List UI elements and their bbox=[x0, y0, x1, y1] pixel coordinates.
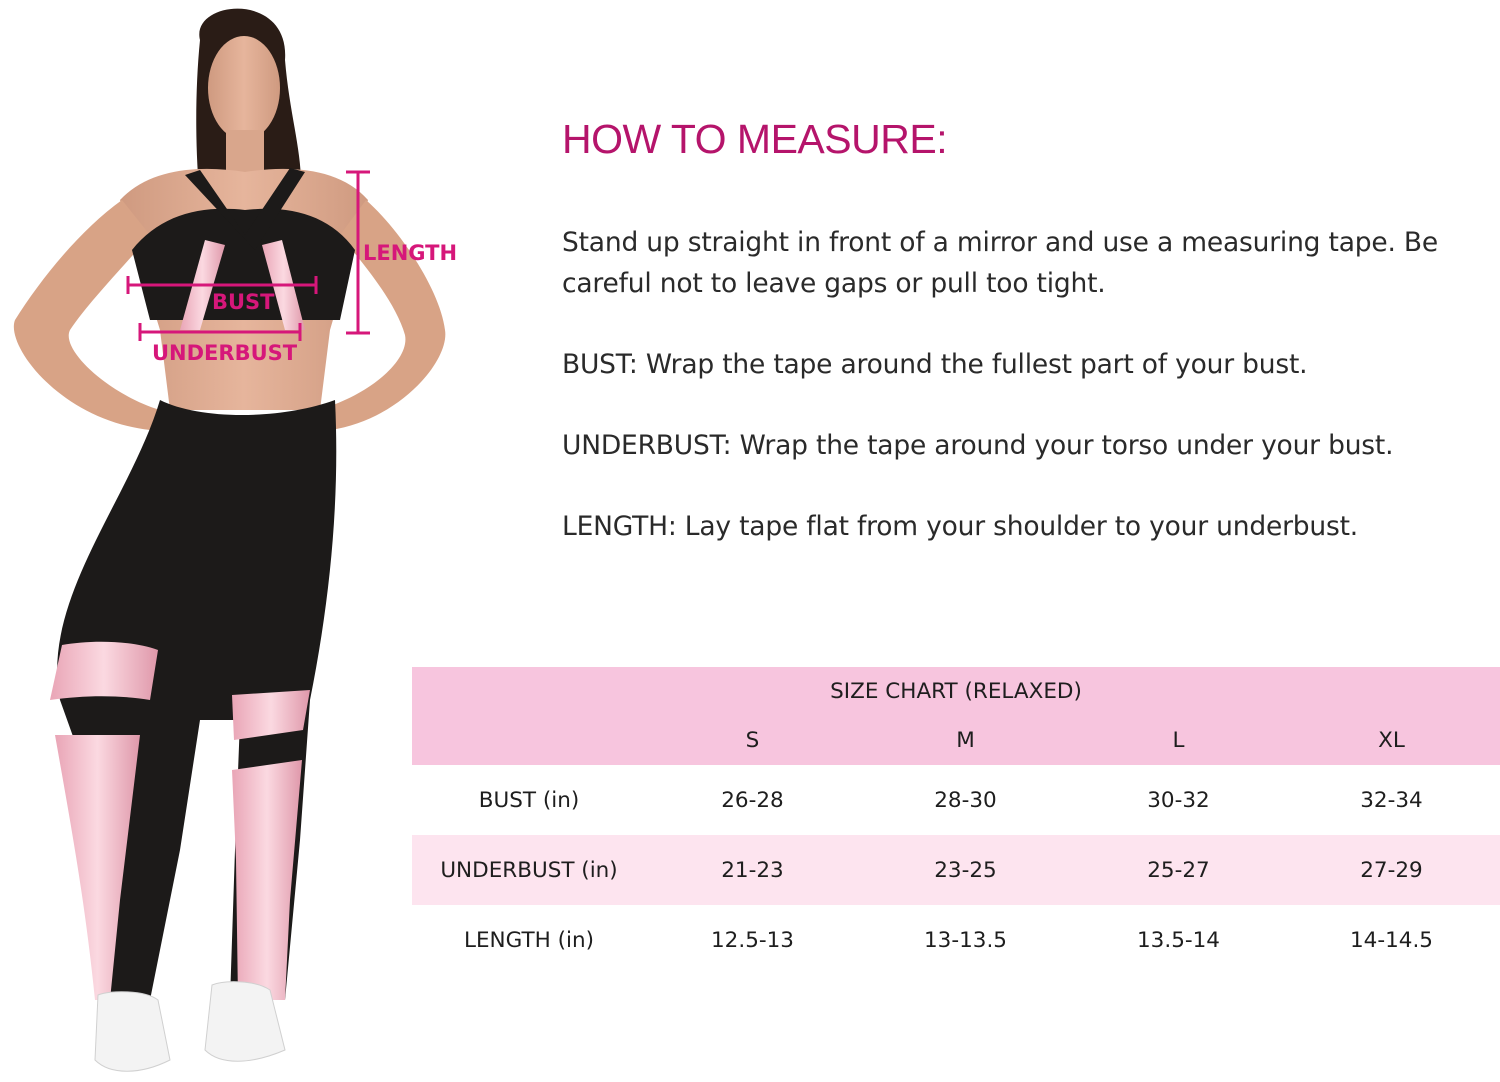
bust-label: BUST bbox=[212, 290, 275, 314]
table-cell: 13-13.5 bbox=[924, 927, 1007, 953]
bust-instruction: BUST: Wrap the tape around the fullest part of your bust. bbox=[562, 349, 1308, 380]
table-cell: 26-28 bbox=[721, 787, 784, 813]
size-header-m: M bbox=[956, 727, 975, 753]
table-row-underbust bbox=[412, 835, 1500, 905]
table-cell: 27-29 bbox=[1360, 857, 1423, 883]
size-chart-title: SIZE CHART (RELAXED) bbox=[830, 678, 1082, 704]
size-header-l: L bbox=[1172, 727, 1185, 753]
length-instruction: LENGTH: Lay tape flat from your shoulder to your underbust. bbox=[562, 511, 1359, 542]
length-label: LENGTH bbox=[363, 241, 458, 265]
table-row-bust bbox=[412, 765, 1500, 835]
size-chart-title-row bbox=[412, 667, 1500, 715]
row-label: UNDERBUST (in) bbox=[440, 857, 618, 883]
legging-pink-right-lower bbox=[232, 760, 302, 1000]
table-row-length bbox=[412, 905, 1500, 975]
table-cell: 25-27 bbox=[1147, 857, 1210, 883]
left-arm bbox=[14, 200, 160, 430]
underbust-label: UNDERBUST bbox=[152, 341, 298, 365]
intro-text: Stand up straight in front of a mirror and use a measuring tape. Be careful not to leave gaps or pull too tight. bbox=[562, 227, 1438, 299]
table-cell: 14-14.5 bbox=[1350, 927, 1433, 953]
left-sneaker bbox=[95, 992, 170, 1072]
legging-pink-left-upper bbox=[50, 642, 158, 700]
table-cell: 28-30 bbox=[934, 787, 997, 813]
table-cell: 30-32 bbox=[1147, 787, 1210, 813]
table-cell: 12.5-13 bbox=[711, 927, 794, 953]
row-label: BUST (in) bbox=[478, 787, 580, 813]
head bbox=[208, 36, 280, 140]
size-header-s: S bbox=[745, 727, 760, 753]
model-illustration bbox=[0, 0, 470, 1082]
table-cell: 13.5-14 bbox=[1137, 927, 1220, 953]
table-cell: 32-34 bbox=[1360, 787, 1423, 813]
model-photo bbox=[0, 0, 470, 1082]
table-cell: 23-25 bbox=[934, 857, 997, 883]
table-cell: 21-23 bbox=[721, 857, 784, 883]
size-header-row bbox=[412, 715, 1500, 765]
underbust-instruction: UNDERBUST: Wrap the tape around your torso under your bust. bbox=[562, 430, 1394, 461]
page-title: HOW TO MEASURE: bbox=[562, 116, 948, 162]
row-label: LENGTH (in) bbox=[463, 927, 595, 953]
size-header-xl: XL bbox=[1378, 727, 1405, 753]
size-chart-table bbox=[412, 667, 1500, 975]
